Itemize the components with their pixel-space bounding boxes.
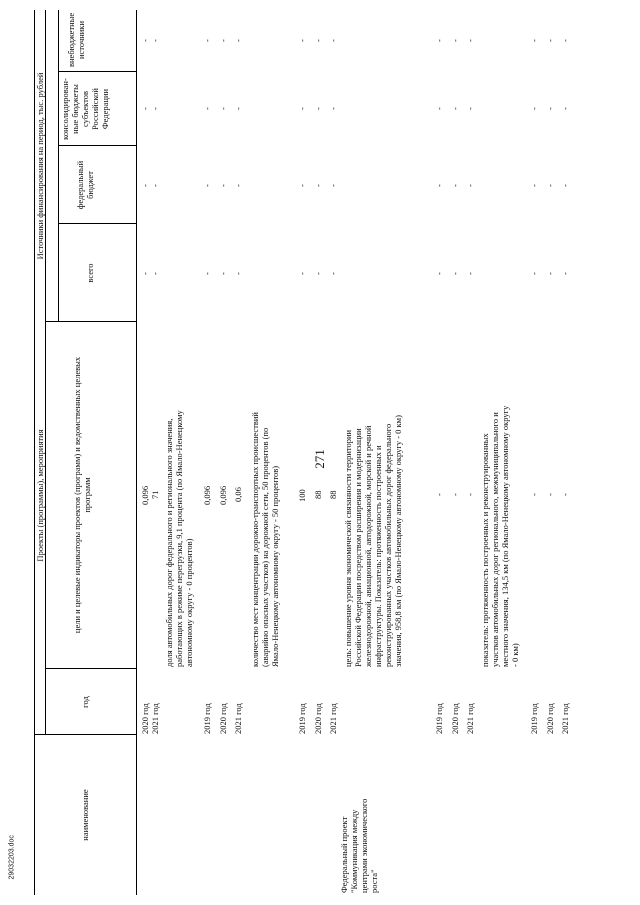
row-value: - (434, 493, 444, 496)
financing-regional-value: - (465, 107, 475, 110)
header-group-rule (45, 10, 46, 735)
row-value: - (560, 493, 570, 496)
financing-regional-value: - (202, 107, 212, 110)
header-col-federal: федеральный бюджет (75, 160, 95, 210)
header-subgroup-rule (58, 10, 59, 322)
financing-regional-value: - (150, 107, 160, 110)
goal-economic-connectivity: цель: повышение уровня экономической связанности территории Российской Федерации посредством расширения и модернизации железнодорожной, авиационной, автодорожной, морской и речной инфраструктуры. Показатель: протяженность построенных и реконструированных участков автомобильных дорог федерального значения, 958,8 км (по Ямало-Ненецкому автономному округу - 0 км) (343, 415, 403, 667)
header-col-goals: цели и целевые индикаторы проектов (программ) и ведомственных целевых программ (72, 356, 92, 634)
row-year: 2019 год (202, 703, 212, 734)
financing-extrabudgetary-value: - (297, 39, 307, 42)
financing-extrabudgetary-value: - (529, 39, 539, 42)
financing-federal-value: - (529, 184, 539, 187)
financing-total-value: - (218, 272, 228, 275)
financing-federal-value: - (545, 184, 555, 187)
financing-extrabudgetary-value: - (313, 39, 323, 42)
header-col-name: наименование (80, 789, 90, 841)
header-group-funding: Источники финансирования на период, тыс. рублей (35, 72, 45, 260)
financing-total-value: - (434, 272, 444, 275)
financing-regional-value: - (450, 107, 460, 110)
financing-regional-value: - (560, 107, 570, 110)
financing-regional-value: - (218, 107, 228, 110)
financing-federal-value: - (150, 184, 160, 187)
row-year: 2021 год (150, 703, 160, 734)
financing-extrabudgetary-value: - (150, 39, 160, 42)
indicator-accident-sites: количество мест концентрации дорожно-транспортных происшествий (аварийно опасных участков) на дорожной сети, 50 процентов (по Ямало-Ненецкому автономному округу - 50 процентов) (250, 412, 280, 667)
row-value: 88 (328, 490, 338, 499)
row-year: 2019 год (529, 703, 539, 734)
financing-total-value: - (233, 272, 243, 275)
financing-total-value: - (202, 272, 212, 275)
financing-total-value: - (328, 272, 338, 275)
row-year: 2020 год (218, 703, 228, 734)
financing-federal-value: - (233, 184, 243, 187)
row-year: 2021 год (233, 703, 243, 734)
financing-total-value: - (150, 272, 160, 275)
header-group-projects: Проекты (программы), мероприятия (35, 429, 45, 562)
col-divider-4 (58, 223, 136, 224)
financing-extrabudgetary-value: - (233, 39, 243, 42)
financing-extrabudgetary-value: - (465, 39, 475, 42)
financing-total-value: - (140, 272, 150, 275)
financing-extrabudgetary-value: - (545, 39, 555, 42)
indicator-road-congestion: доля автомобильных дорог федерального и регионального значения, работающих в режиме перегрузки, 9,1 процента (по Ямало-Ненецкому автономному округу - 0 процентов) (164, 410, 194, 667)
financing-extrabudgetary-value: - (218, 39, 228, 42)
row-year: 2020 год (450, 703, 460, 734)
project-name-line2: "Коммуникация между (349, 809, 359, 893)
row-value: 0,096 (202, 485, 212, 505)
financing-extrabudgetary-value: - (434, 39, 444, 42)
footer-code: 29032203.doc (8, 835, 16, 880)
indicator-regional-roads: показатель: протяженность построенных и реконструированных участков автомобильных дорог регионального, межмуниципального и местного значения, 134,5 км (по Ямало-Ненецкому автономному округу - 0 км) (480, 405, 520, 667)
financing-total-value: - (465, 272, 475, 275)
financing-extrabudgetary-value: - (450, 39, 460, 42)
financing-federal-value: - (140, 184, 150, 187)
financing-regional-value: - (297, 107, 307, 110)
financing-total-value: - (560, 272, 570, 275)
project-name-line1: Федеральный проект (339, 816, 349, 893)
header-col-regional-line4: Российской (90, 88, 100, 130)
financing-total-value: - (313, 272, 323, 275)
header-bottom-rule (136, 10, 137, 895)
row-value: - (529, 493, 539, 496)
financing-federal-value: - (465, 184, 475, 187)
financing-regional-value: - (545, 107, 555, 110)
financing-regional-value: - (434, 107, 444, 110)
row-value: 0,06 (233, 487, 243, 502)
financing-extrabudgetary-value: - (202, 39, 212, 42)
financing-federal-value: - (218, 184, 228, 187)
financing-total-value: - (545, 272, 555, 275)
header-col-regional-line2: ные бюджеты (70, 84, 80, 134)
financing-total-value: - (297, 272, 307, 275)
row-value: 0,096 (140, 485, 150, 505)
row-year: 2021 год (328, 703, 338, 734)
header-col-year: год (80, 696, 90, 708)
financing-total-value: - (450, 272, 460, 275)
row-value: 0,096 (218, 485, 228, 505)
financing-federal-value: - (313, 184, 323, 187)
financing-regional-value: - (328, 107, 338, 110)
financing-federal-value: - (450, 184, 460, 187)
header-col-regional-line3: субъектов (80, 91, 90, 127)
financing-federal-value: - (202, 184, 212, 187)
row-value: - (450, 493, 460, 496)
header-col-regional-line1: консолидирован- (60, 78, 70, 140)
row-year: 2020 год (545, 703, 555, 734)
header-col-total: всего (85, 263, 95, 283)
row-year: 2019 год (297, 703, 307, 734)
project-name-line4: роста" (369, 869, 379, 893)
financing-regional-value: - (529, 107, 539, 110)
row-value: 71 (150, 490, 160, 499)
row-value: 100 (297, 489, 307, 502)
row-year: 2020 год (313, 703, 323, 734)
financing-federal-value: - (434, 184, 444, 187)
financing-federal-value: - (328, 184, 338, 187)
financing-regional-value: - (313, 107, 323, 110)
financing-regional-value: - (233, 107, 243, 110)
page-number: 271 (312, 449, 327, 469)
row-year: 2020 год (140, 703, 150, 734)
financing-federal-value: - (297, 184, 307, 187)
financing-extrabudgetary-value: - (560, 39, 570, 42)
col-divider-2 (45, 668, 136, 669)
row-year: 2021 год (465, 703, 475, 734)
header-col-extra: внебюджетные источники (66, 12, 86, 67)
financing-total-value: - (529, 272, 539, 275)
project-name-line3: центрами экономического (359, 798, 369, 893)
header-col-regional-line5: Федерации (100, 88, 110, 130)
financing-regional-value: - (140, 107, 150, 110)
row-year: 2019 год (434, 703, 444, 734)
row-value: 88 (313, 490, 323, 499)
row-value: - (545, 493, 555, 496)
financing-extrabudgetary-value: - (140, 39, 150, 42)
row-year: 2021 год (560, 703, 570, 734)
row-value: - (465, 493, 475, 496)
financing-federal-value: - (560, 184, 570, 187)
financing-extrabudgetary-value: - (328, 39, 338, 42)
